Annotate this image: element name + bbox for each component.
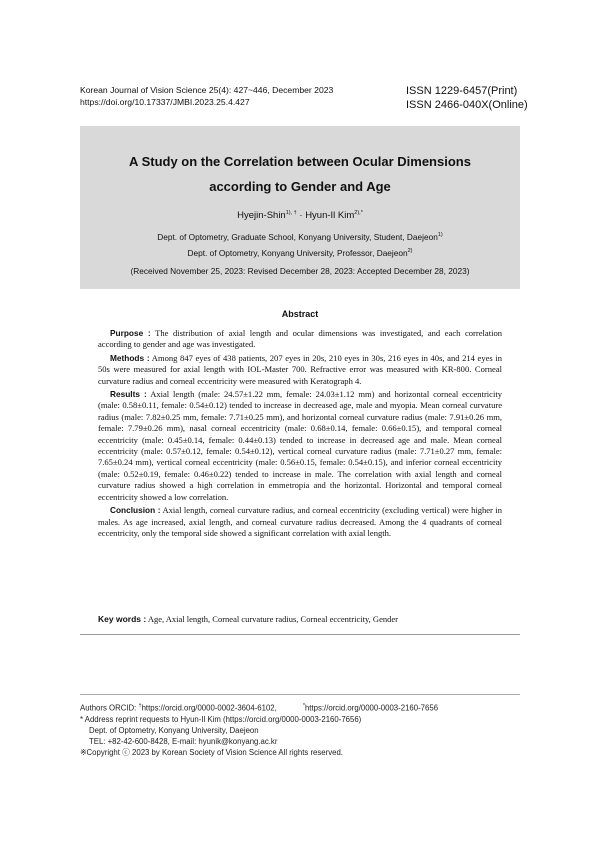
orcid-label: Authors ORCID: <box>80 703 139 713</box>
journal-header <box>80 84 333 108</box>
footnote-divider <box>80 694 520 695</box>
paper-title-line1: A Study on the Correlation between Ocular Dimensions <box>129 154 471 169</box>
orcid-marker: * <box>302 703 305 709</box>
issn-print: ISSN 1229-6457(Print) <box>406 85 518 97</box>
journal-citation: Korean Journal of Vision Science 25(4): 427~446, December 2023 <box>80 85 334 95</box>
methods-label: Methods : <box>110 352 150 363</box>
orcid-link-1[interactable]: https://orcid.org/0000-0002-3604-6102, <box>141 703 277 713</box>
affiliation-text: Dept. of Optometry, Konyang University, Professor, Daejeon <box>187 248 408 258</box>
affiliation-1 <box>80 232 520 242</box>
author-list <box>80 210 520 221</box>
purpose-text: The distribution of axial length and ocular dimensions was investigated, and each correlation according to gender and age was investigated. <box>98 328 503 350</box>
author-name: Hyun-Il Kim <box>305 210 355 222</box>
affiliation-marker: 2) <box>407 248 413 255</box>
author-marker: 2),* <box>354 210 363 216</box>
author-separator: · <box>296 210 306 222</box>
conclusion-text: Axial length, corneal curvature radius, and corneal eccentricity (excluding vertical) were higher in males. As age increased, axial length, and corneal curvature radius decreased. Among the 4 quadrants of corneal eccentricity, only the temporal side showed a significant correlation with axial length. <box>98 505 502 538</box>
doi-link[interactable]: https://doi.org/10.17337/JMBI.2023.25.4.427 <box>80 97 250 107</box>
keywords <box>98 614 398 624</box>
keywords-label: Key words : <box>98 614 147 624</box>
issn-block <box>406 84 528 112</box>
results-label: Results : <box>110 389 147 400</box>
orcid-link-2[interactable]: https://orcid.org/0000-0003-2160-7656 <box>304 703 439 713</box>
abstract-purpose <box>98 328 502 351</box>
title-box <box>80 126 520 289</box>
author-marker: 1), † <box>285 210 297 216</box>
orcid-marker: † <box>138 703 142 709</box>
contact-info: TEL: +82-42-600-8428, E-mail: hyunik@konyang.ac.kr <box>89 737 278 747</box>
affiliation-text: Dept. of Optometry, Graduate School, Konyang University, Student, Daejeon <box>157 232 438 242</box>
methods-text: Among 847 eyes of 438 patients, 207 eyes in 20s, 210 eyes in 30s, 216 eyes in 40s, and 214 eyes in 50s were measured for axial length with IOL-Master 700. Refractive error was measured with KR-800. Corneal curvature radius and corneal eccentricity were measured with Keratograph 4. <box>98 352 502 386</box>
affiliation-marker: 1) <box>437 232 443 239</box>
submission-dates: (Received November 25, 2023: Revised December 28, 2023: Accepted December 28, 2023) <box>130 266 470 276</box>
keywords-text: Age, Axial length, Corneal curvature radius, Corneal eccentricity, Gender <box>146 614 398 624</box>
purpose-label: Purpose : <box>110 328 151 338</box>
results-text: Axial length (male: 24.57±1.22 mm, female: 24.03±1.12 mm) and horizontal corneal eccentricity (male: 0.58±0.11, female: 0.54±0.12) tended to increase in decreased age, male and myopia. Mean corneal curvature radius (male: 7.82±0.25 mm, female: 7.71±0.25 mm), and horizontal corneal curvature radius (male: 7.91±0.26 mm, female: 7.79±0.26 mm), nasal corneal eccentricity (male: 0.68±0.14, female: 0.66±0.15), and temporal corneal eccentricity (male: 0.45±0.14, female: 0.44±0.13) tended to increase in decreased age and male. Mean corneal eccentricity (male: 0.57±0.12, female: 0.54±0.12), vertical corneal curvature radius (male: 7.71±0.27 mm, female: 7.65±0.24 mm), vertical corneal eccentricity (male: 0.56±0.15, female: 0.54±0.15), and inferior corneal eccentricity (male: 0.52±0.19, female: 0.46±0.22) tended to increase in male. The correlation with axial length and corneal curvature radius showed a high correlation in emmetropia and the horizontal. Horizontal and temporal corneal eccentricity showed a low correlation. <box>98 389 502 502</box>
abstract-heading: Abstract <box>281 309 319 319</box>
abstract-conclusion <box>98 505 502 539</box>
section-divider <box>80 634 520 635</box>
abstract-body <box>98 328 502 541</box>
reprint-request: * Address reprint requests to Hyun-Il Kim (https://orcid.org/0000-0003-2160-7656) <box>80 714 362 724</box>
affiliation-2 <box>80 248 520 258</box>
corresponding-dept: Dept. of Optometry, Konyang University, Daejeon <box>89 726 259 735</box>
orcid-line <box>80 701 438 714</box>
issn-online: ISSN 2466-040X(Online) <box>406 99 528 111</box>
abstract-results <box>98 389 502 503</box>
conclusion-label: Conclusion : <box>110 505 161 516</box>
author-name: Hyejin-Shin <box>237 210 286 222</box>
paper-title-line2: according to Gender and Age <box>209 179 391 194</box>
footnotes <box>80 701 438 759</box>
copyright-notice: ※Copyright ⓒ 2023 by Korean Society of Vision Science All rights reserved. <box>80 748 343 758</box>
abstract-methods <box>98 353 502 387</box>
